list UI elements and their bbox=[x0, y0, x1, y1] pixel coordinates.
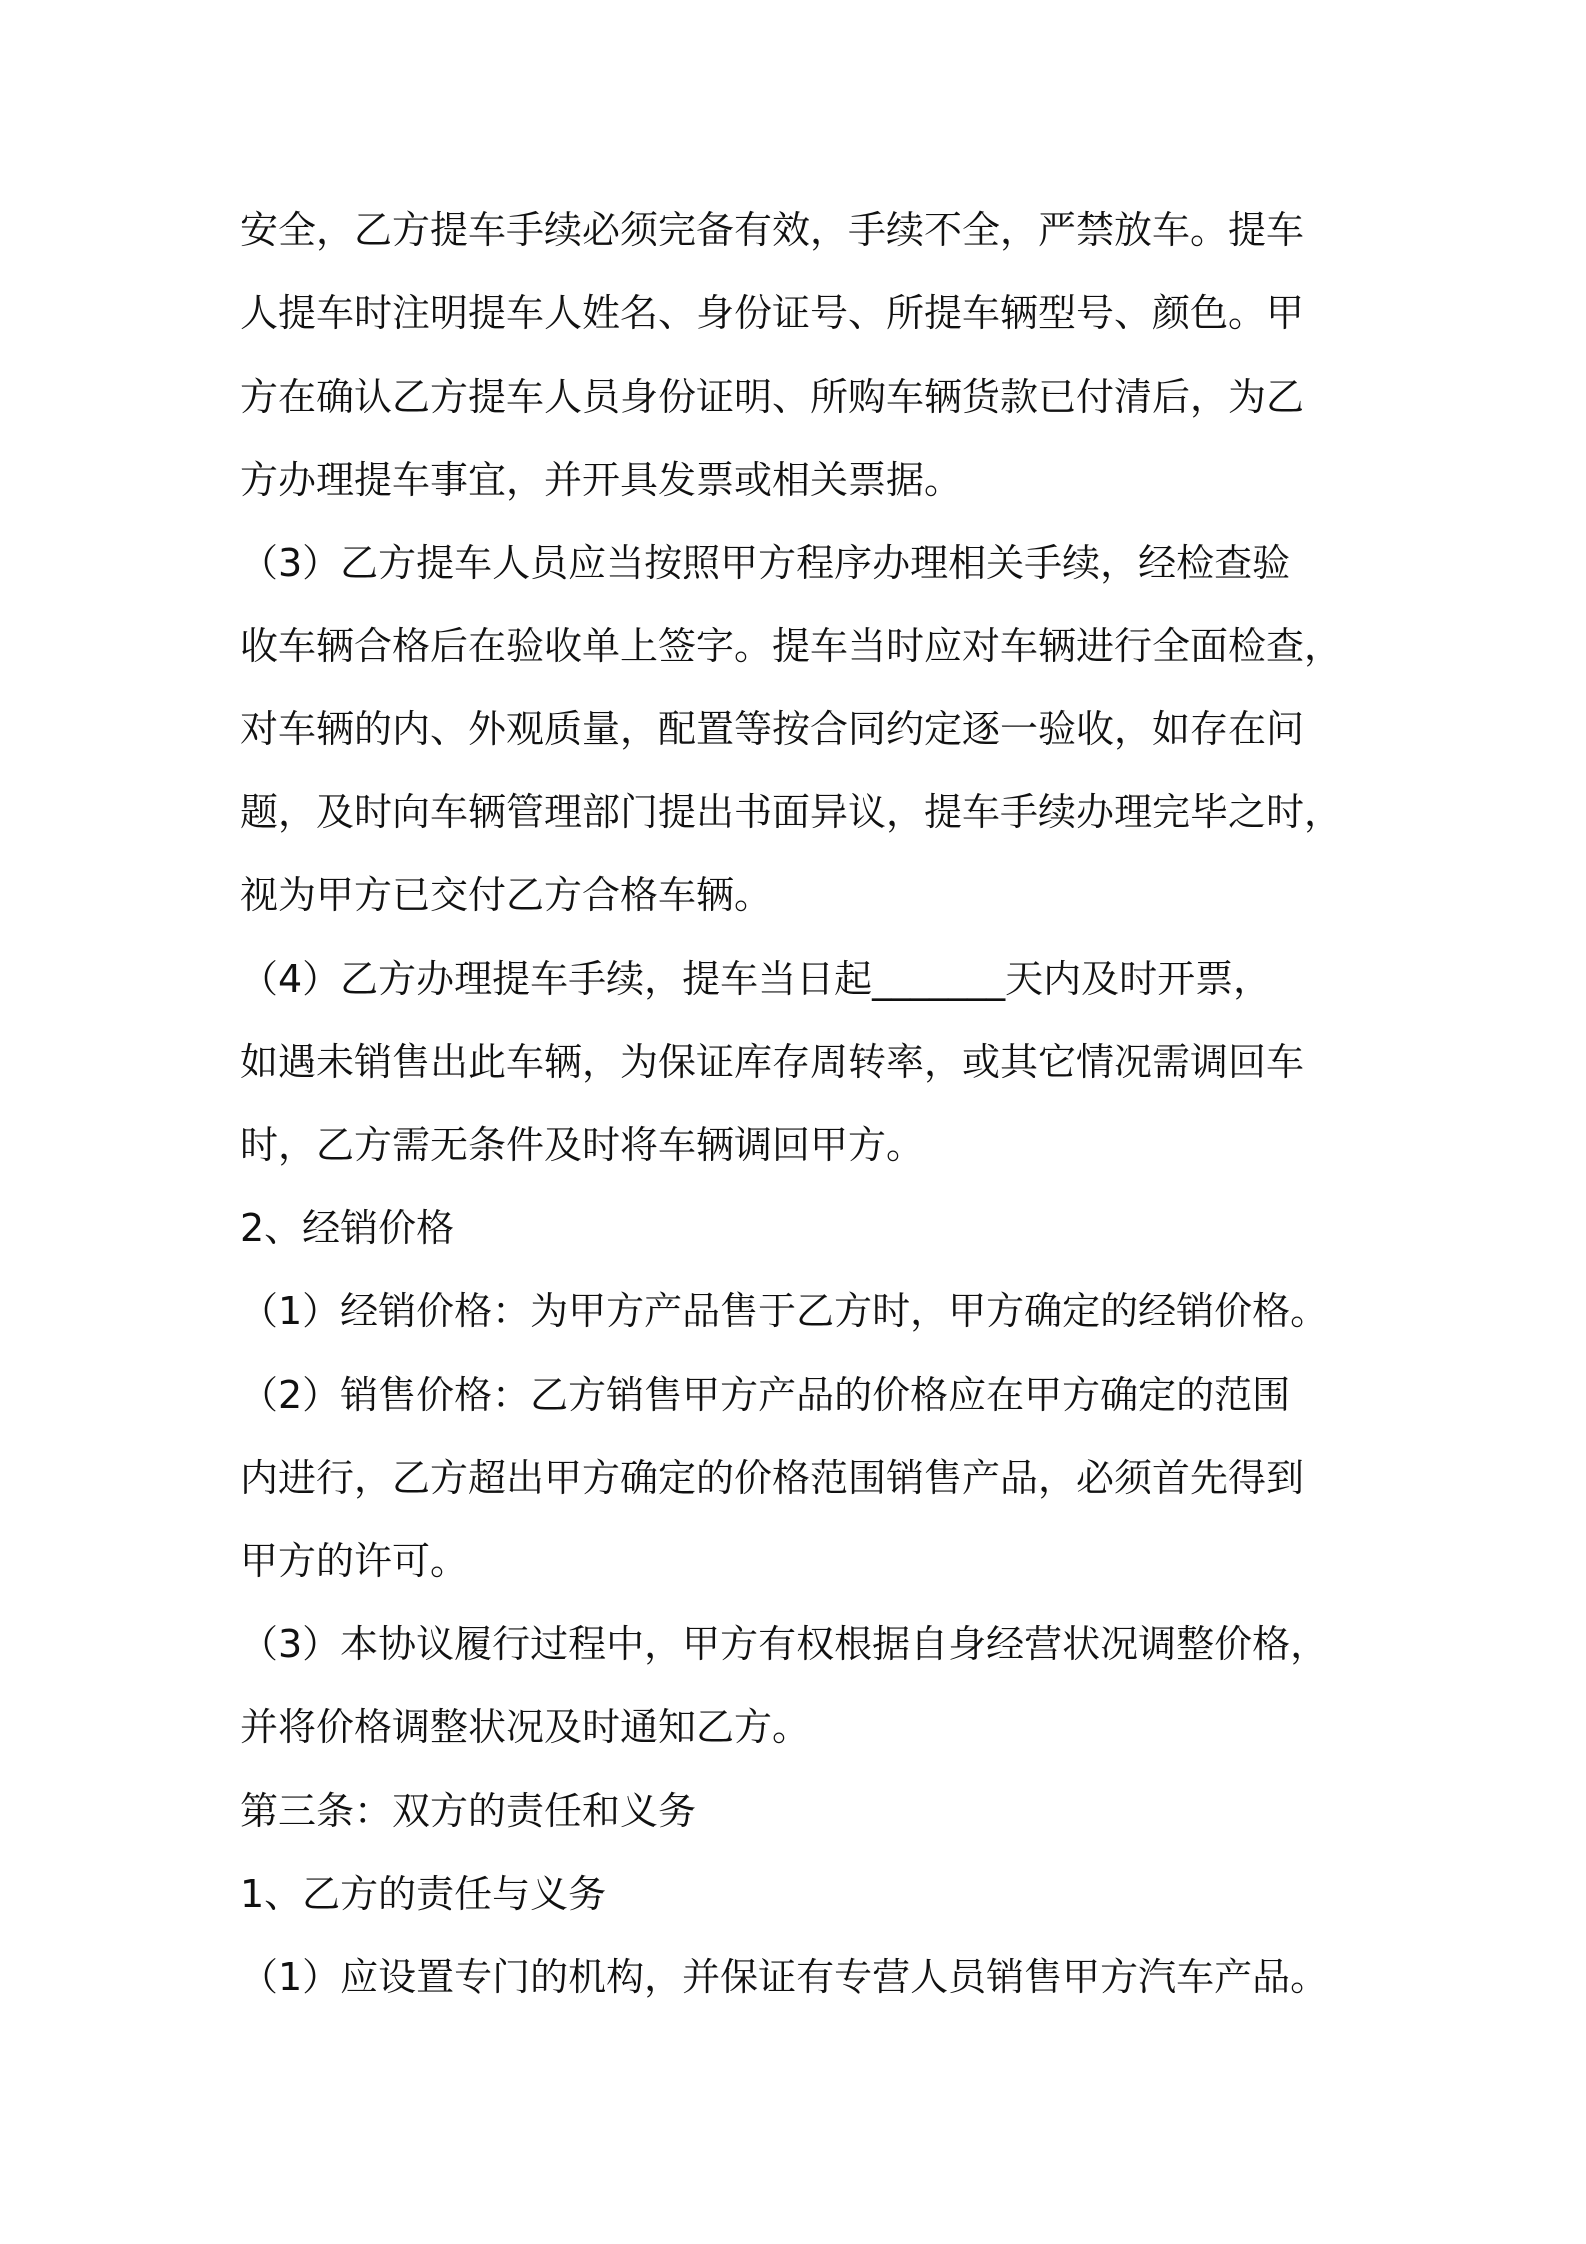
text-line: 对车辆的内、外观质量，配置等按合同约定逐一验收，如存在问 bbox=[240, 707, 1305, 751]
text-line: （3）本协议履行过程中，甲方有权根据自身经营状况调整价格， bbox=[240, 1622, 1329, 1666]
text-line: （1）经销价格：为甲方产品售于乙方时，甲方确定的经销价格。 bbox=[240, 1289, 1329, 1333]
text-line: 人提车时注明提车人姓名、身份证号、所提车辆型号、颜色。甲 bbox=[240, 291, 1305, 335]
text-line: 时，乙方需无条件及时将车辆调回甲方。 bbox=[240, 1123, 925, 1167]
section-heading: 2、经销价格 bbox=[240, 1206, 455, 1250]
text-line: 并将价格调整状况及时通知乙方。 bbox=[240, 1705, 811, 1749]
text-line: 甲方的许可。 bbox=[240, 1539, 469, 1583]
article-heading: 第三条：双方的责任和义务 bbox=[240, 1789, 697, 1833]
text-line: 如遇未销售出此车辆，为保证库存周转率，或其它情况需调回车 bbox=[240, 1040, 1305, 1084]
text-line: 收车辆合格后在验收单上签字。提车当时应对车辆进行全面检查， bbox=[240, 624, 1343, 668]
text-line: 视为甲方已交付乙方合格车辆。 bbox=[240, 873, 773, 917]
text-line: 方在确认乙方提车人员身份证明、所购车辆货款已付清后，为乙 bbox=[240, 375, 1305, 419]
text-line: （2）销售价格：乙方销售甲方产品的价格应在甲方确定的范围 bbox=[240, 1373, 1291, 1417]
text-line: 方办理提车事宜，并开具发票或相关票据。 bbox=[240, 458, 963, 502]
text-line: 内进行，乙方超出甲方确定的价格范围销售产品，必须首先得到 bbox=[240, 1456, 1305, 1500]
text-line: （4）乙方办理提车手续，提车当日起_______天内及时开票， bbox=[240, 957, 1272, 1001]
text-line: （1）应设置专门的机构，并保证有专营人员销售甲方汽车产品。 bbox=[240, 1955, 1329, 1999]
section-heading: 1、乙方的责任与义务 bbox=[240, 1872, 607, 1916]
text-line: 题，及时向车辆管理部门提出书面异议，提车手续办理完毕之时， bbox=[240, 790, 1343, 834]
text-line: （3）乙方提车人员应当按照甲方程序办理相关手续，经检查验 bbox=[240, 541, 1291, 585]
text-line: 安全，乙方提车手续必须完备有效，手续不全，严禁放车。提车 bbox=[240, 208, 1305, 252]
